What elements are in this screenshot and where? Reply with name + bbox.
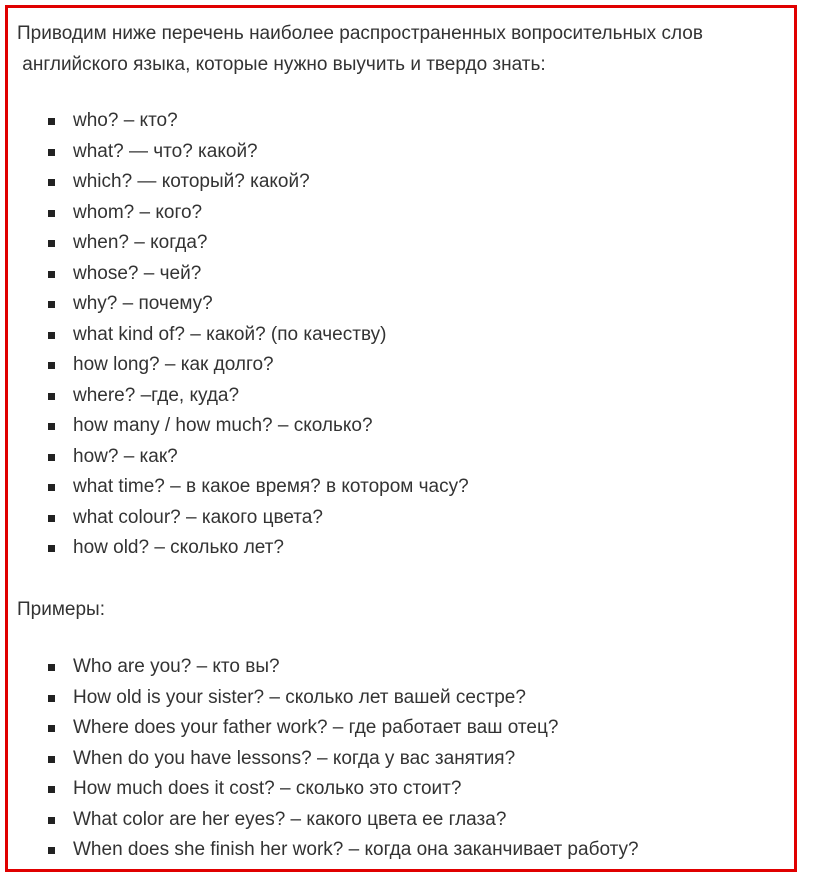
list-item — [0, 774, 639, 805]
bullet-icon — [48, 240, 55, 247]
bullet-icon — [48, 301, 55, 308]
bullet-icon — [48, 484, 55, 491]
bullet-icon — [48, 271, 55, 278]
list-item — [0, 472, 469, 503]
bullet-icon — [48, 332, 55, 339]
list-item-text: who? – кто? — [73, 110, 178, 131]
list-item-text: whom? – кого? — [73, 201, 203, 223]
list-item-text: When do you have lessons? – когда у вас занятия? — [73, 747, 516, 769]
intro-line-2: английского языка, которые нужно выучить и твердо знать: — [17, 54, 546, 75]
bullet-icon — [48, 149, 55, 156]
list-item — [0, 289, 469, 320]
list-item — [0, 411, 469, 442]
list-item-text: How old is your sister? – сколько лет вашей сестре? — [73, 686, 526, 708]
bullet-icon — [48, 664, 55, 671]
list-item-text: where? –где, куда? — [73, 384, 240, 406]
list-item — [0, 228, 469, 259]
list-item — [0, 805, 639, 836]
bullet-icon — [48, 756, 55, 763]
list-item-text: what colour? – какого цвета? — [73, 506, 323, 528]
list-item-text: What color are her eyes? – какого цвета ее глаза? — [73, 808, 507, 830]
list-item — [0, 503, 469, 534]
bullet-icon — [48, 515, 55, 522]
list-item-text: How much does it cost? – сколько это стоит? — [73, 778, 462, 799]
intro-line-1: Приводим ниже перечень наиболее распространенных вопросительных слов — [17, 23, 703, 44]
list-item-text: what? — что? какой? — [73, 140, 258, 162]
list-item — [0, 106, 469, 137]
intro-paragraph — [17, 18, 787, 80]
bullet-icon — [48, 393, 55, 400]
list-item — [0, 381, 469, 412]
bullet-icon — [48, 695, 55, 702]
bullet-icon — [48, 179, 55, 186]
bullet-icon — [48, 423, 55, 430]
list-item — [0, 350, 469, 381]
list-item — [0, 198, 469, 229]
list-item-text: how many / how much? – сколько? — [73, 415, 373, 436]
examples-list — [0, 652, 639, 866]
list-item — [0, 744, 639, 775]
list-item-text: Who are you? – кто вы? — [73, 656, 280, 677]
list-item — [0, 652, 639, 683]
list-item-text: when? – когда? — [73, 232, 208, 253]
list-item — [0, 713, 639, 744]
bullet-icon — [48, 118, 55, 125]
question-words-list — [0, 106, 469, 564]
bullet-icon — [48, 786, 55, 793]
bullet-icon — [48, 210, 55, 217]
list-item-text: which? — который? какой? — [73, 171, 310, 192]
list-item-text: what time? – в какое время? в котором часу? — [73, 476, 469, 497]
list-item-text: how long? – как долго? — [73, 354, 274, 375]
list-item — [0, 320, 469, 351]
list-item-text: When does she finish her work? – когда она заканчивает работу? — [73, 839, 639, 860]
bullet-icon — [48, 454, 55, 461]
list-item — [0, 835, 639, 866]
list-item — [0, 533, 469, 564]
list-item — [0, 259, 469, 290]
list-item — [0, 442, 469, 473]
list-item-text: how old? – сколько лет? — [73, 537, 285, 558]
list-item — [0, 167, 469, 198]
list-item-text: why? – почему? — [73, 293, 213, 314]
list-item — [0, 137, 469, 168]
list-item — [0, 683, 639, 714]
list-item-text: what kind of? – какой? (по качеству) — [73, 323, 387, 345]
examples-heading: Примеры: — [17, 599, 105, 620]
bullet-icon — [48, 545, 55, 552]
bullet-icon — [48, 362, 55, 369]
list-item-text: how? – как? — [73, 445, 178, 467]
bullet-icon — [48, 817, 55, 824]
bullet-icon — [48, 847, 55, 854]
list-item-text: whose? – чей? — [73, 262, 202, 284]
bullet-icon — [48, 725, 55, 732]
list-item-text: Where does your father work? – где работает ваш отец? — [73, 717, 559, 738]
